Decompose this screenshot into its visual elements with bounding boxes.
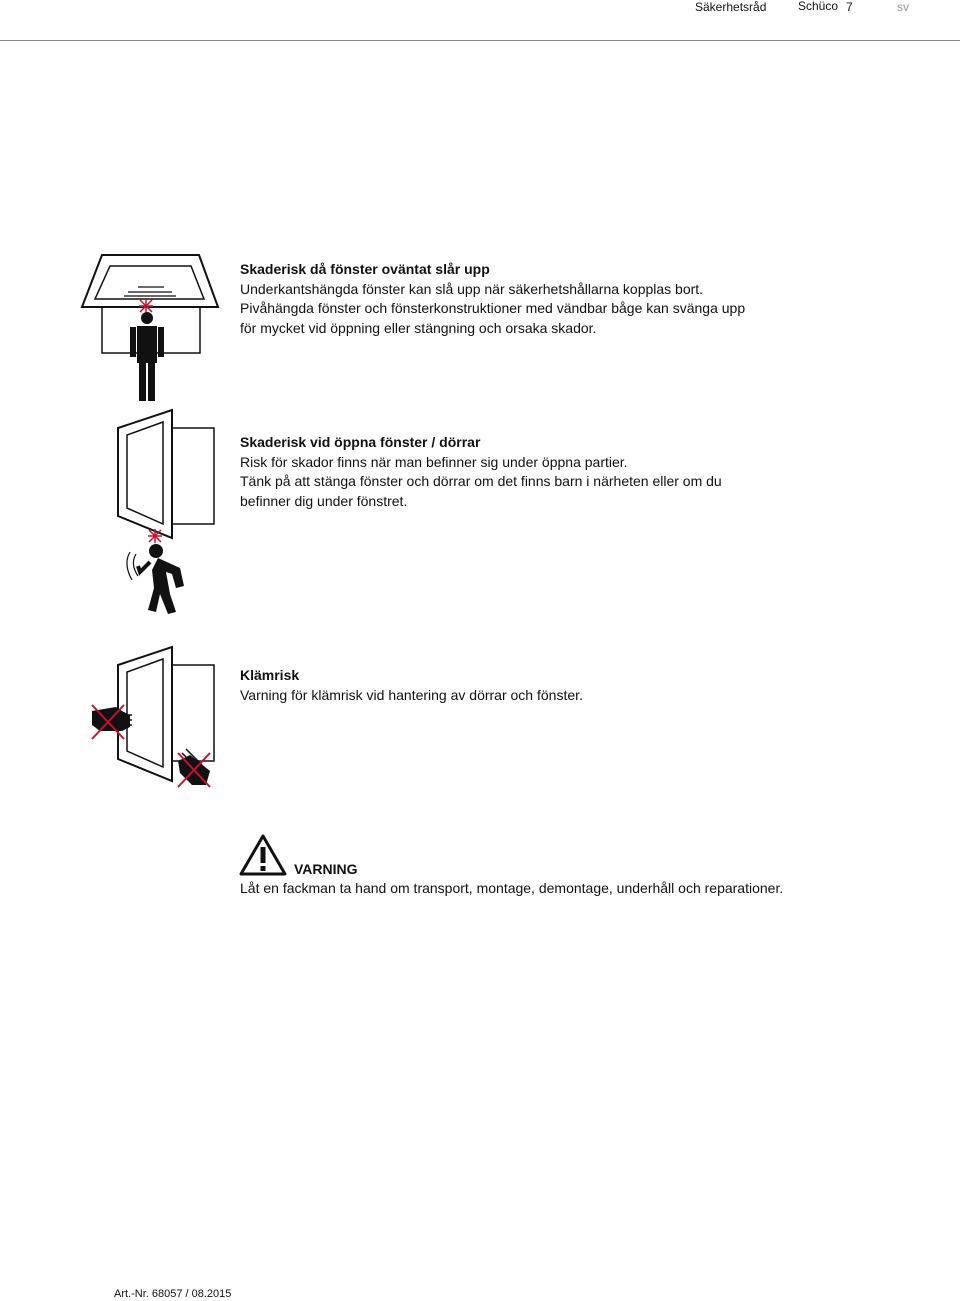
section-open-window: [240, 433, 860, 511]
warning-text: Låt en fackman ta hand om transport, montage, demontage, underhåll och reparationer.: [240, 880, 784, 896]
section-crush-risk: [240, 666, 860, 705]
header-brand: Schüco: [798, 0, 839, 13]
section-title: Skaderisk då fönster oväntat slår upp: [240, 261, 490, 277]
section-text-line: Pivåhängda fönster och fönsterkonstruktioner med vändbar båge kan svänga upp: [240, 300, 746, 316]
crush-hand-icon: [86, 645, 220, 790]
header-page-number: 7: [846, 0, 853, 14]
header-section-title: Säkerhetsråd: [695, 0, 767, 14]
section-title: Klämrisk: [240, 667, 300, 683]
footer-article-number: Art.-Nr. 68057 / 08.2015: [114, 1288, 232, 1300]
falling-window-person-icon: [80, 253, 220, 403]
warning-label: VARNING: [294, 861, 358, 877]
section-text-line: befinner dig under fönstret.: [240, 492, 408, 509]
warning-triangle-icon: [239, 834, 287, 876]
section-text-line: Risk för skador finns när man befinner sig under öppna partier.: [240, 453, 628, 470]
header-divider: [0, 40, 960, 41]
section-text-line: Tänk på att stänga fönster och dörrar om det finns barn i närheten eller om du: [240, 473, 722, 489]
section-text-line: Underkantshängda fönster kan slå upp när säkerhetshållarna kopplas bort.: [240, 280, 704, 297]
section-title: Skaderisk vid öppna fönster / dörrar: [240, 434, 481, 450]
section-text-line: för mycket vid öppning eller stängning och orsaka skador.: [240, 319, 597, 336]
section-falling-window: [240, 260, 860, 338]
open-window-child-icon: [110, 408, 220, 618]
header-language: sv: [897, 0, 909, 14]
section-text-line: Varning för klämrisk vid hantering av dörrar och fönster.: [240, 686, 583, 703]
